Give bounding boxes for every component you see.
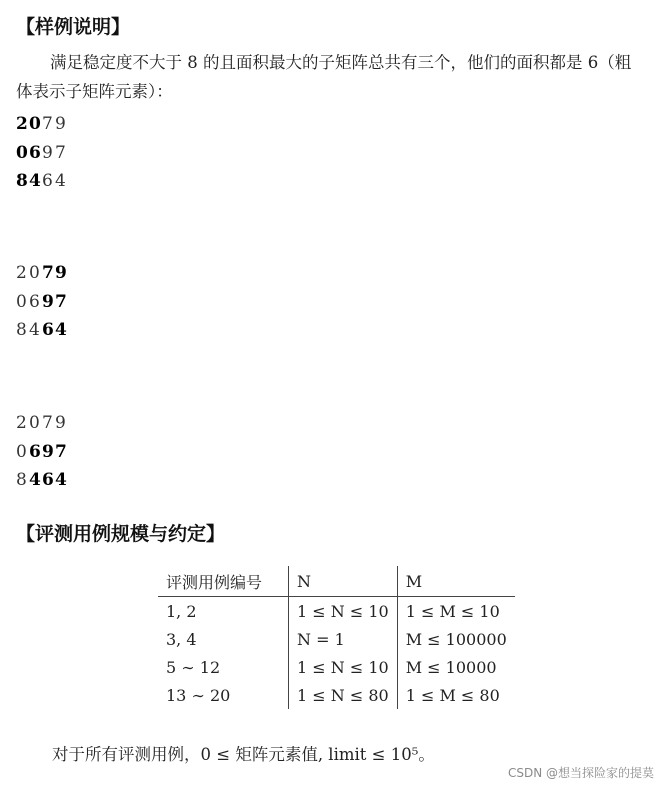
matrix-cell: 8 xyxy=(16,470,27,490)
matrix-row xyxy=(16,409,68,438)
n-range-cell: 1 ≤ N ≤ 80 xyxy=(289,681,398,709)
m-range-cell: 1 ≤ M ≤ 10 xyxy=(397,597,515,626)
m-range-cell: M ≤ 100000 xyxy=(397,625,515,653)
sample-explanation-heading: 【样例说明】 xyxy=(16,16,131,38)
test-scale-heading: 【评测用例规模与约定】 xyxy=(16,523,226,545)
matrix-row xyxy=(16,438,68,467)
constraint-footnote: 对于所有评测用例，0 ≤ 矩阵元素值, limit ≤ 10⁵。 xyxy=(52,745,435,764)
matrix-cell: 6 xyxy=(29,291,40,312)
matrix-row xyxy=(16,316,68,345)
matrix-row xyxy=(16,466,68,495)
case-id-cell: 3, 4 xyxy=(166,629,197,649)
case-id-cell: 1, 2 xyxy=(166,601,197,621)
matrix-cell-bold: 9 xyxy=(42,441,54,462)
n-range-cell: 1 ≤ N ≤ 10 xyxy=(289,653,398,681)
m-range-cell: 1 ≤ M ≤ 80 xyxy=(397,681,515,709)
matrix-row xyxy=(16,167,68,196)
test-scale-table xyxy=(158,566,515,709)
matrix-cell-bold: 4 xyxy=(55,470,67,490)
matrix-cell-bold: 6 xyxy=(42,470,54,490)
matrix-2 xyxy=(16,259,68,345)
table-row xyxy=(158,653,515,681)
table-row xyxy=(158,597,515,626)
table-row xyxy=(158,681,515,709)
header-case-id: 评测用例编号 xyxy=(158,566,289,597)
table-row xyxy=(158,625,515,653)
matrix-cell-bold: 6 xyxy=(42,320,54,340)
matrix-cell-bold: 0 xyxy=(16,142,28,163)
matrix-cell-bold: 7 xyxy=(55,441,67,462)
matrix-cell: 0 xyxy=(29,413,40,433)
matrix-cell-bold: 4 xyxy=(55,320,67,340)
table-header-row xyxy=(158,566,515,597)
matrix-cell-bold: 4 xyxy=(29,470,41,490)
matrix-cell-bold: 4 xyxy=(29,171,41,191)
matrix-cell: 9 xyxy=(55,114,66,134)
matrix-row xyxy=(16,139,68,168)
n-range-cell: 1 ≤ N ≤ 10 xyxy=(289,597,398,626)
matrix-cell-bold: 9 xyxy=(42,291,54,312)
matrix-row xyxy=(16,288,68,317)
case-id-cell: 13 ∼ 20 xyxy=(166,685,231,705)
matrix-cell-bold: 7 xyxy=(42,263,54,283)
matrix-cell: 8 xyxy=(16,320,27,340)
matrix-1 xyxy=(16,110,68,196)
matrix-cell: 2 xyxy=(16,413,27,433)
matrix-cell: 7 xyxy=(55,142,66,163)
m-range-cell: M ≤ 10000 xyxy=(397,653,515,681)
matrix-cell-bold: 6 xyxy=(29,142,41,163)
matrix-row xyxy=(16,110,68,139)
matrix-cell: 0 xyxy=(16,291,27,312)
csdn-watermark: CSDN @想当探险家的提莫 xyxy=(507,766,654,780)
sample-description: 满足稳定度不大于 8 的且面积最大的子矩阵总共有三个，他们的面积都是 6（粗体表示子矩阵元素）： xyxy=(16,53,632,101)
case-id-cell: 5 ∼ 12 xyxy=(166,657,221,677)
matrix-cell-bold: 0 xyxy=(29,114,41,134)
header-n: N xyxy=(289,566,398,597)
matrix-cell: 0 xyxy=(29,263,40,283)
matrix-cell: 4 xyxy=(29,320,40,340)
matrix-cell: 6 xyxy=(42,171,53,191)
matrix-cell: 0 xyxy=(16,441,27,462)
matrix-cell: 7 xyxy=(42,114,53,134)
matrix-cell: 9 xyxy=(55,413,66,433)
header-m: M xyxy=(397,566,515,597)
matrix-cell-bold: 7 xyxy=(55,291,67,312)
matrix-3 xyxy=(16,409,68,495)
n-range-cell: N = 1 xyxy=(289,625,398,653)
matrix-cell: 7 xyxy=(42,413,53,433)
matrix-cell-bold: 6 xyxy=(29,441,41,462)
matrix-cell-bold: 8 xyxy=(16,171,28,191)
matrix-cell-bold: 9 xyxy=(55,263,67,283)
matrix-cell: 4 xyxy=(55,171,66,191)
matrix-cell: 2 xyxy=(16,263,27,283)
matrix-cell-bold: 2 xyxy=(16,114,28,134)
matrix-cell: 9 xyxy=(42,142,53,163)
matrix-row xyxy=(16,259,68,288)
